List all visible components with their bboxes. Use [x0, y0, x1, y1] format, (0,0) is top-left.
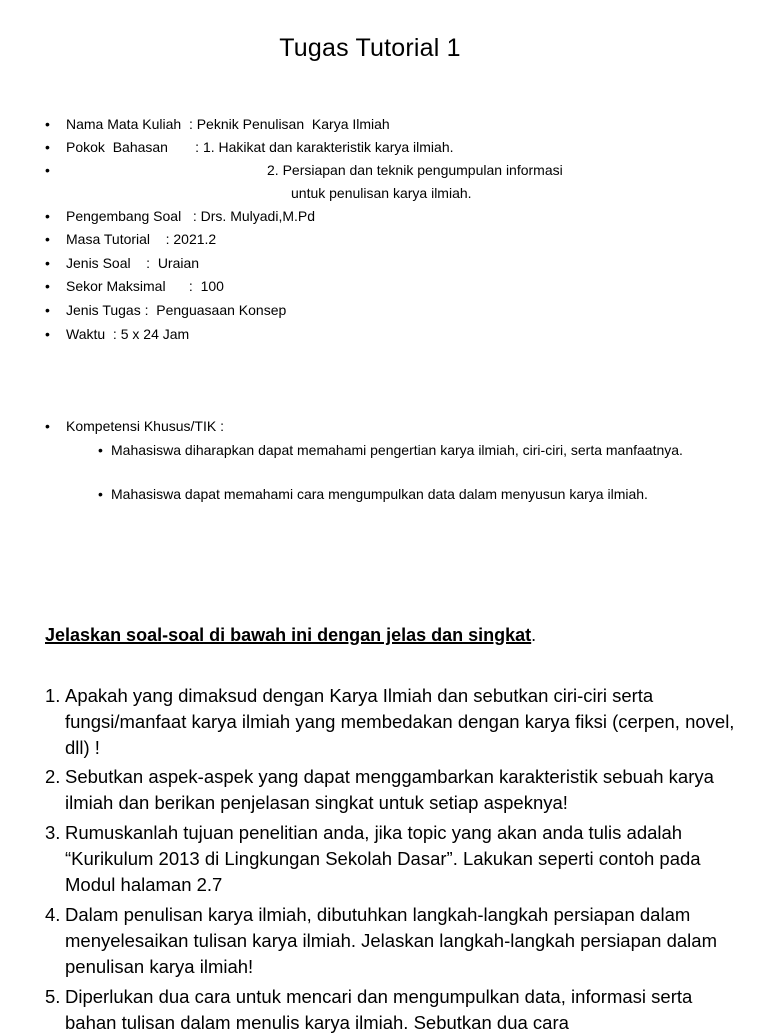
question-item [45, 984, 745, 1036]
question-text: Sebutkan aspek-aspek yang dapat menggambarkan karakteristik sebuah karya ilmiah dan berikan penjelasan singkat untuk setiap aspeknya! [65, 766, 714, 813]
kompetensi-item-text: • Mahasiswa dapat memahami cara mengumpulkan data dalam menyusun karya ilmiah. [111, 486, 648, 502]
question-item [45, 764, 745, 816]
kompetensi-heading-text: Kompetensi Khusus/TIK : [66, 418, 224, 434]
question-text: Dalam penulisan karya ilmiah, dibutuhkan langkah-langkah persiapan dalam menyelesaikan tulisan karya ilmiah. Jelaskan langkah-langkah persiapan dalam penulisan karya ilmiah! [65, 904, 717, 977]
pokok-bahasan-line-2: 2. Persiapan dan teknik pengumpulan informasi [267, 162, 563, 178]
info-text: Sekor Maksimal : 100 [66, 278, 224, 294]
kompetensi-item [98, 484, 698, 504]
kompetensi-item [98, 440, 698, 460]
instruction [45, 625, 536, 646]
question-item [45, 902, 745, 980]
question-number: 5. [45, 986, 61, 1007]
info-text: Jenis Soal : Uraian [66, 255, 200, 271]
info-text: Waktu : 5 x 24 Jam [66, 326, 190, 342]
question-text: Rumuskanlah tujuan penelitian anda, jika topic yang akan anda tulis adalah “Kurikulum 2013 di Lingkungan Sekolah Dasar”. Lakukan seperti contoh pada Modul halaman 2.7 [65, 822, 701, 895]
kompetensi-item-text: • Mahasiswa diharapkan dapat memahami pengertian karya ilmiah, ciri-ciri, serta manfaatnya. [111, 442, 683, 458]
instruction-underlined: Jelaskan soal-soal di bawah ini dengan jelas dan singkat [45, 625, 532, 645]
pokok-bahasan-line-3: untuk penulisan karya ilmiah. [291, 185, 472, 201]
info-text: Masa Tutorial : 2021.2 [66, 231, 217, 247]
info-text: Pokok Bahasan : 1. Hakikat dan karakteristik karya ilmiah. [66, 139, 454, 155]
info-text: Nama Mata Kuliah : Peknik Penulisan Karya Ilmiah [66, 116, 390, 132]
question-number: 3. [45, 822, 61, 843]
question-number: 2. [45, 766, 61, 787]
instruction-tail: . [531, 625, 537, 645]
page-title: Tugas Tutorial 1 [279, 34, 461, 62]
info-text: Pengembang Soal : Drs. Mulyadi,M.Pd [66, 208, 316, 224]
question-text: Apakah yang dimaksud dengan Karya Ilmiah dan sebutkan ciri-ciri serta fungsi/manfaat karya ilmiah yang membedakan dengan karya fiksi (cerpen, novel, dll) ! [65, 685, 735, 758]
question-number: 4. [45, 904, 61, 925]
question-item [45, 820, 745, 898]
question-item [45, 683, 745, 761]
info-text: Jenis Tugas : Penguasaan Konsep [66, 302, 287, 318]
question-text: Diperlukan dua cara untuk mencari dan mengumpulkan data, informasi serta bahan tulisan dalam menulis karya ilmiah. Sebutkan dua cara [65, 986, 693, 1033]
question-number: 1. [45, 685, 61, 706]
